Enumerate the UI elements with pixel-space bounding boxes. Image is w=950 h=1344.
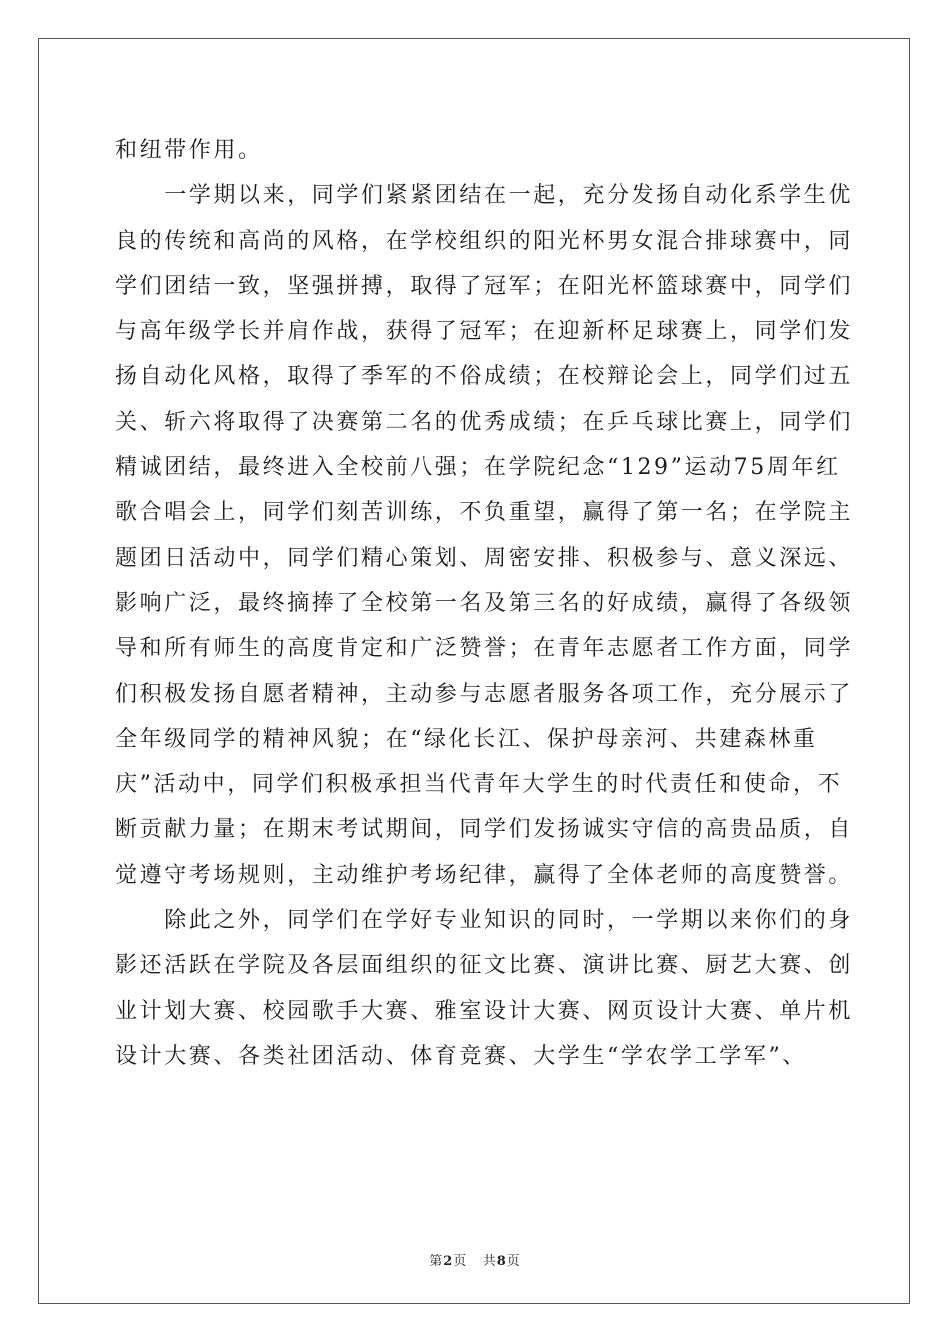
text-line: 精诚团结，最终进入全校前八强；在学院纪念“129”运动75周年红 xyxy=(115,455,841,481)
text-line: 学们团结一致，坚强拼搏，取得了冠军；在阳光杯篮球赛中，同学们 xyxy=(115,273,854,299)
text-line: 们积极发扬自愿者精神，主动参与志愿者服务各项工作，充分展示了 xyxy=(115,681,854,707)
text-line: 与高年级学长并肩作战，获得了冠军；在迎新杯足球赛上，同学们发 xyxy=(115,319,854,345)
text-line: 良的传统和高尚的风格，在学校组织的阳光杯男女混合排球赛中，同 xyxy=(115,228,854,254)
page-prefix: 第 xyxy=(429,1254,444,1269)
text-line: 全年级同学的精神风貌；在“绿化长江、保护母亲河、共建森林重 xyxy=(115,726,818,752)
page-suffix: 页 xyxy=(453,1254,468,1269)
text-line: 关、斩六将取得了决赛第二名的优秀成绩；在乒乓球比赛上，同学们 xyxy=(115,409,854,435)
document-body xyxy=(115,128,854,1079)
text-line: 和纽带作用。 xyxy=(115,138,263,163)
total-pages: 8 xyxy=(496,1254,507,1269)
text-line: 除此之外，同学们在学好专业知识的同时，一学期以来你们的身 xyxy=(115,908,854,934)
page-footer xyxy=(0,1250,950,1269)
total-prefix: 共 xyxy=(482,1254,497,1269)
text-line: 一学期以来，同学们紧紧团结在一起，充分发扬自动化系学生优 xyxy=(115,183,854,209)
text-line: 扬自动化风格，取得了季军的不俗成绩；在校辩论会上，同学们过五 xyxy=(115,364,854,390)
text-line: 影响广泛，最终摘捧了全校第一名及第三名的好成绩，赢得了各级领 xyxy=(115,590,854,616)
text-line: 觉遵守考场规则，主动维护考场纪律，赢得了全体老师的高度赞誉。 xyxy=(115,862,854,888)
text-line: 导和所有师生的高度肯定和广泛赞誉；在青年志愿者工作方面，同学 xyxy=(115,636,854,662)
text-line: 题团日活动中，同学们精心策划、周密安排、积极参与、意义深远、 xyxy=(115,545,854,571)
page-number: 2 xyxy=(443,1254,454,1269)
text-line: 庆”活动中，同学们积极承担当代青年大学生的时代责任和使命，不 xyxy=(115,772,843,798)
text-line: 影还活跃在学院及各层面组织的征文比赛、演讲比赛、厨艺大赛、创 xyxy=(115,953,854,979)
text-line: 业计划大赛、校园歌手大赛、雅室设计大赛、网页设计大赛、单片机 xyxy=(115,998,854,1024)
text-line: 设计大赛、各类社团活动、体育竞赛、大学生“学农学工学军”、 xyxy=(115,1043,807,1069)
text-line: 断贡献力量；在期末考试期间，同学们发扬诚实守信的高贵品质，自 xyxy=(115,817,854,843)
text-line: 歌合唱会上，同学们刻苦训练，不负重望，赢得了第一名；在学院主 xyxy=(115,500,854,526)
total-suffix: 页 xyxy=(506,1254,521,1269)
